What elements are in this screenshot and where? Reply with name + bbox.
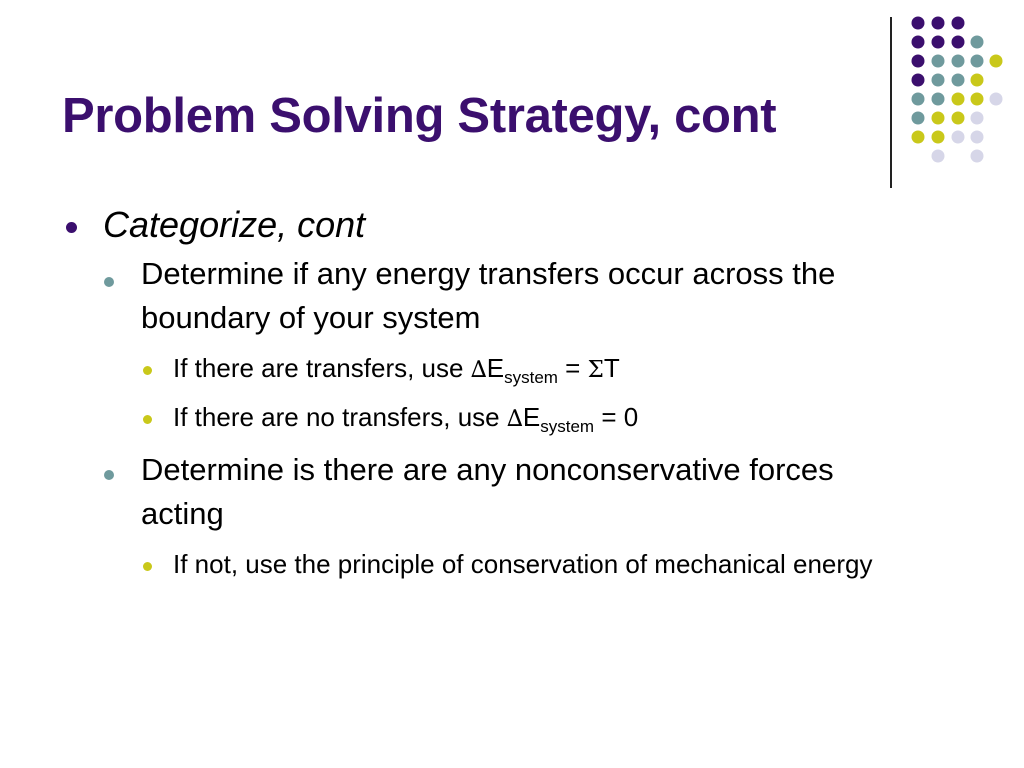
decor-dot <box>932 74 945 87</box>
decor-dot <box>932 55 945 68</box>
bullet-dot-icon <box>104 470 114 480</box>
bullet-dot-icon <box>66 222 77 233</box>
decor-dot <box>952 93 965 106</box>
sub-sub-bullet-list <box>0 536 1024 583</box>
title-divider-line <box>890 17 892 188</box>
sub-bullet-text-nonconservative: Determine is there are any nonconservative forces acting <box>141 452 834 531</box>
dot-grid-decoration <box>0 0 1024 200</box>
sub-sub-bullet-item <box>0 340 1024 389</box>
sub-sub-bullet-text-transfers <box>173 340 954 389</box>
decor-dot <box>952 17 965 30</box>
decor-dot <box>990 55 1003 68</box>
decor-dot <box>971 36 984 49</box>
variable-e: E <box>486 353 505 383</box>
decor-dot <box>932 112 945 125</box>
decor-dot <box>990 93 1003 106</box>
sub-sub-bullet-item <box>0 389 1024 438</box>
text-fragment: If there are no transfers, use <box>173 402 507 432</box>
bullet-list <box>0 198 1024 583</box>
decor-dot <box>912 55 925 68</box>
decor-dot <box>952 131 965 144</box>
sub-bullet-text-energy-transfers: Determine if any energy transfers occur across the boundary of your system <box>141 256 836 335</box>
decor-dot <box>952 36 965 49</box>
bullet-dot-icon <box>143 562 152 571</box>
text-fragment: If there are transfers, use <box>173 353 471 383</box>
variable-e: E <box>522 402 541 432</box>
decor-dot <box>971 55 984 68</box>
decor-dot <box>912 131 925 144</box>
decor-dot <box>912 93 925 106</box>
text-fragment: = <box>557 353 588 383</box>
sub-sub-bullet-text-conservation: If not, use the principle of conservation of mechanical energy <box>173 549 873 579</box>
decor-dot <box>971 74 984 87</box>
sub-sub-bullet-list <box>0 340 1024 438</box>
sub-sub-bullet-item <box>0 536 1024 583</box>
sigma-symbol: Σ <box>587 357 604 383</box>
decor-dot <box>971 131 984 144</box>
decor-dot <box>971 150 984 163</box>
decor-dot <box>932 131 945 144</box>
decor-dot <box>932 150 945 163</box>
decor-dot <box>952 112 965 125</box>
bullet-text-categorize: Categorize, cont <box>103 204 366 245</box>
decor-dot <box>912 74 925 87</box>
delta-symbol: ∆ <box>470 357 487 383</box>
sub-sub-bullet-text-no-transfers <box>173 389 954 438</box>
decor-dot <box>932 17 945 30</box>
text-fragment: = 0 <box>594 402 639 432</box>
bullet-item <box>0 198 1024 583</box>
decor-dot <box>932 36 945 49</box>
decor-dot <box>932 93 945 106</box>
decor-dot <box>912 17 925 30</box>
decor-dot <box>952 55 965 68</box>
decor-dot <box>912 112 925 125</box>
sub-bullet-item <box>0 438 1024 583</box>
variable-t: T <box>603 353 620 383</box>
delta-symbol: ∆ <box>506 406 523 432</box>
sub-bullet-list <box>0 252 1024 583</box>
decor-dot <box>971 93 984 106</box>
subscript-system: system <box>504 368 558 387</box>
bullet-dot-icon <box>143 366 152 375</box>
slide-title: Problem Solving Strategy, cont <box>62 89 777 143</box>
decor-dot <box>952 74 965 87</box>
bullet-dot-icon <box>104 277 114 287</box>
subscript-system: system <box>540 417 595 436</box>
sub-bullet-item <box>0 252 1024 438</box>
decor-dot <box>912 36 925 49</box>
decor-dot <box>971 112 984 125</box>
bullet-dot-icon <box>143 415 152 424</box>
